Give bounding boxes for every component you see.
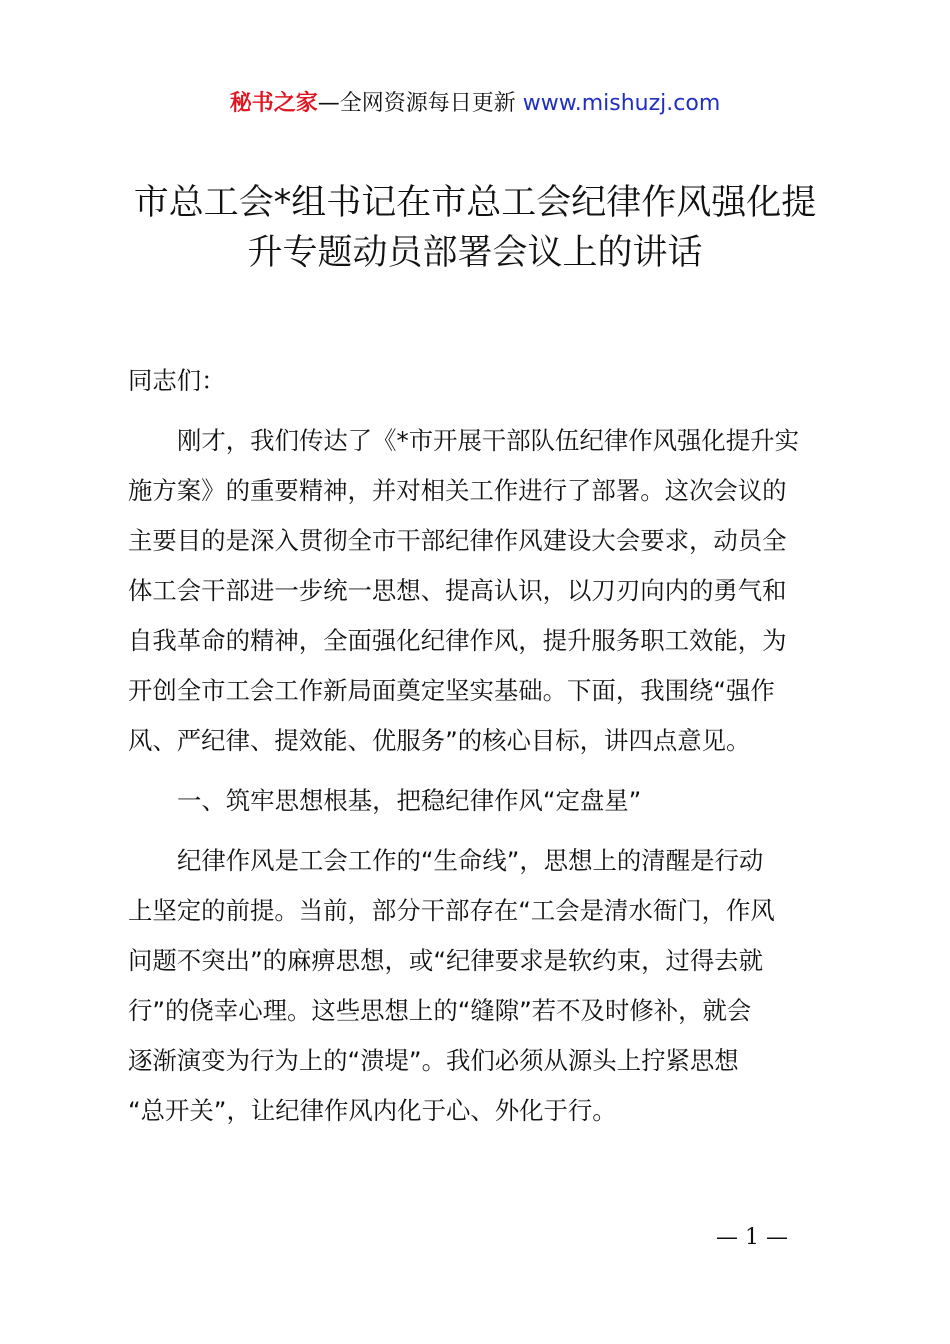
document-title bbox=[110, 178, 840, 278]
page-number: — 1 — bbox=[716, 1225, 788, 1250]
paragraph-line: 自我革命的精神，全面强化纪律作风，提升服务职工效能，为 bbox=[128, 626, 787, 655]
section-heading-1: 一、筑牢思想根基，把稳纪律作风“定盘星” bbox=[177, 786, 642, 815]
paragraph-line: 施方案》的重要精神，并对相关工作进行了部署。这次会议的 bbox=[128, 476, 787, 505]
paragraph-line: 问题不突出”的麻痹思想，或“纪律要求是软约束，过得去就 bbox=[128, 946, 764, 975]
paragraph-line: 逐渐演变为行为上的“溃堤”。我们必须从源头上拧紧思想 bbox=[128, 1046, 739, 1075]
paragraph-line: 风、严纪律、提效能、优服务”的核心目标，讲四点意见。 bbox=[128, 726, 751, 755]
paragraph-line: 体工会干部进一步统一思想、提高认识，以刀刃向内的勇气和 bbox=[128, 576, 787, 605]
paragraph-line: 纪律作风是工会工作的“生命线”，思想上的清醒是行动 bbox=[177, 846, 764, 875]
paragraph-opening bbox=[128, 416, 834, 766]
paragraph-line: “总开关”，让纪律作风内化于心、外化于行。 bbox=[128, 1096, 617, 1125]
document-body bbox=[128, 356, 834, 1136]
paragraph-line: 行”的侥幸心理。这些思想上的“缝隙”若不及时修补，就会 bbox=[128, 996, 752, 1025]
banner-tagline: —全网资源每日更新 bbox=[317, 91, 523, 116]
title-line-1: 市总工会*组书记在市总工会纪律作风强化提 bbox=[133, 183, 817, 223]
site-banner bbox=[0, 88, 950, 120]
paragraph-line: 开创全市工会工作新局面奠定坚实基础。下面，我围绕“强作 bbox=[128, 676, 775, 705]
title-line-2: 升专题动员部署会议上的讲话 bbox=[247, 233, 703, 273]
brand-name: 秘书之家 bbox=[229, 91, 318, 116]
paragraph-section-1 bbox=[128, 836, 834, 1136]
website-url[interactable]: www.mishuzj.com bbox=[522, 91, 721, 116]
salutation: 同志们： bbox=[128, 366, 226, 395]
paragraph-line: 上坚定的前提。当前，部分干部存在“工会是清水衙门，作风 bbox=[128, 896, 775, 925]
paragraph-line: 主要目的是深入贯彻全市干部纪律作风建设大会要求，动员全 bbox=[128, 526, 787, 555]
paragraph-line: 刚才，我们传达了《*市开展干部队伍纪律作风强化提升实 bbox=[177, 426, 799, 455]
